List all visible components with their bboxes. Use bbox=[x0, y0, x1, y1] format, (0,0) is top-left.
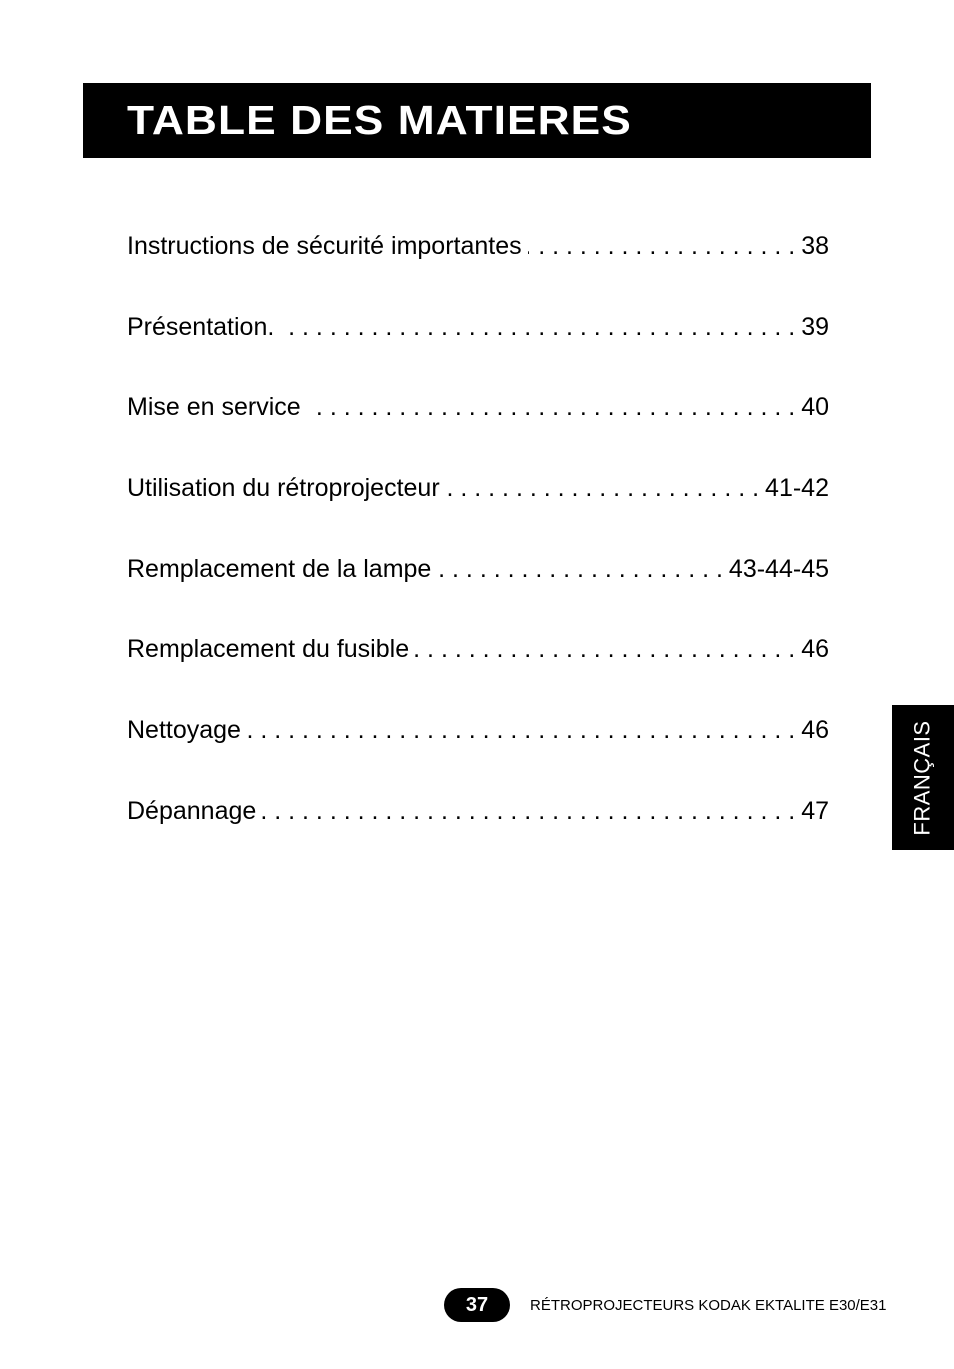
toc-entry-label: Instructions de sécurité importantes bbox=[127, 226, 528, 266]
toc-dot-leader bbox=[437, 549, 723, 589]
toc-entry-page: 46 bbox=[795, 710, 829, 750]
toc-entry-label: Nettoyage bbox=[127, 710, 247, 750]
toc-entry[interactable] bbox=[127, 791, 829, 872]
toc-entry[interactable] bbox=[127, 307, 829, 388]
toc-dot-leader bbox=[280, 307, 795, 347]
toc-entry[interactable] bbox=[127, 629, 829, 710]
toc-entry-page: 41-42 bbox=[759, 468, 829, 508]
toc-entry[interactable] bbox=[127, 710, 829, 791]
page-number-badge: 37 bbox=[444, 1288, 510, 1322]
toc-dot-leader bbox=[307, 387, 796, 427]
toc-entry-page: 38 bbox=[795, 226, 829, 266]
toc-dot-leader bbox=[247, 710, 795, 750]
toc-entry-page: 40 bbox=[795, 387, 829, 427]
language-tab-label: FRANÇAIS bbox=[910, 719, 935, 836]
toc-entry-label: Présentation. bbox=[127, 307, 280, 347]
page-title: TABLE DES MATIERES bbox=[127, 97, 632, 143]
toc-entry[interactable] bbox=[127, 387, 829, 468]
toc-dot-leader bbox=[446, 468, 759, 508]
toc-entry-label: Dépannage bbox=[127, 791, 262, 831]
table-of-contents bbox=[127, 226, 829, 872]
toc-entry-page: 46 bbox=[795, 629, 829, 669]
toc-entry-page: 39 bbox=[795, 307, 829, 347]
toc-entry[interactable] bbox=[127, 549, 829, 630]
toc-entry[interactable] bbox=[127, 226, 829, 307]
toc-entry[interactable] bbox=[127, 468, 829, 549]
toc-entry-page: 47 bbox=[795, 791, 829, 831]
toc-entry-label: Mise en service bbox=[127, 387, 307, 427]
toc-entry-page: 43-44-45 bbox=[723, 549, 829, 589]
toc-dot-leader bbox=[262, 791, 795, 831]
toc-entry-label: Remplacement du fusible bbox=[127, 629, 415, 669]
language-tab bbox=[892, 705, 954, 850]
footer-product-name: RÉTROPROJECTEURS KODAK EKTALITE E30/E31 bbox=[530, 1297, 887, 1314]
toc-dot-leader bbox=[528, 226, 796, 266]
toc-entry-label: Utilisation du rétroprojecteur bbox=[127, 468, 446, 508]
title-bar bbox=[83, 83, 871, 158]
toc-dot-leader bbox=[415, 629, 795, 669]
toc-entry-label: Remplacement de la lampe bbox=[127, 549, 437, 589]
